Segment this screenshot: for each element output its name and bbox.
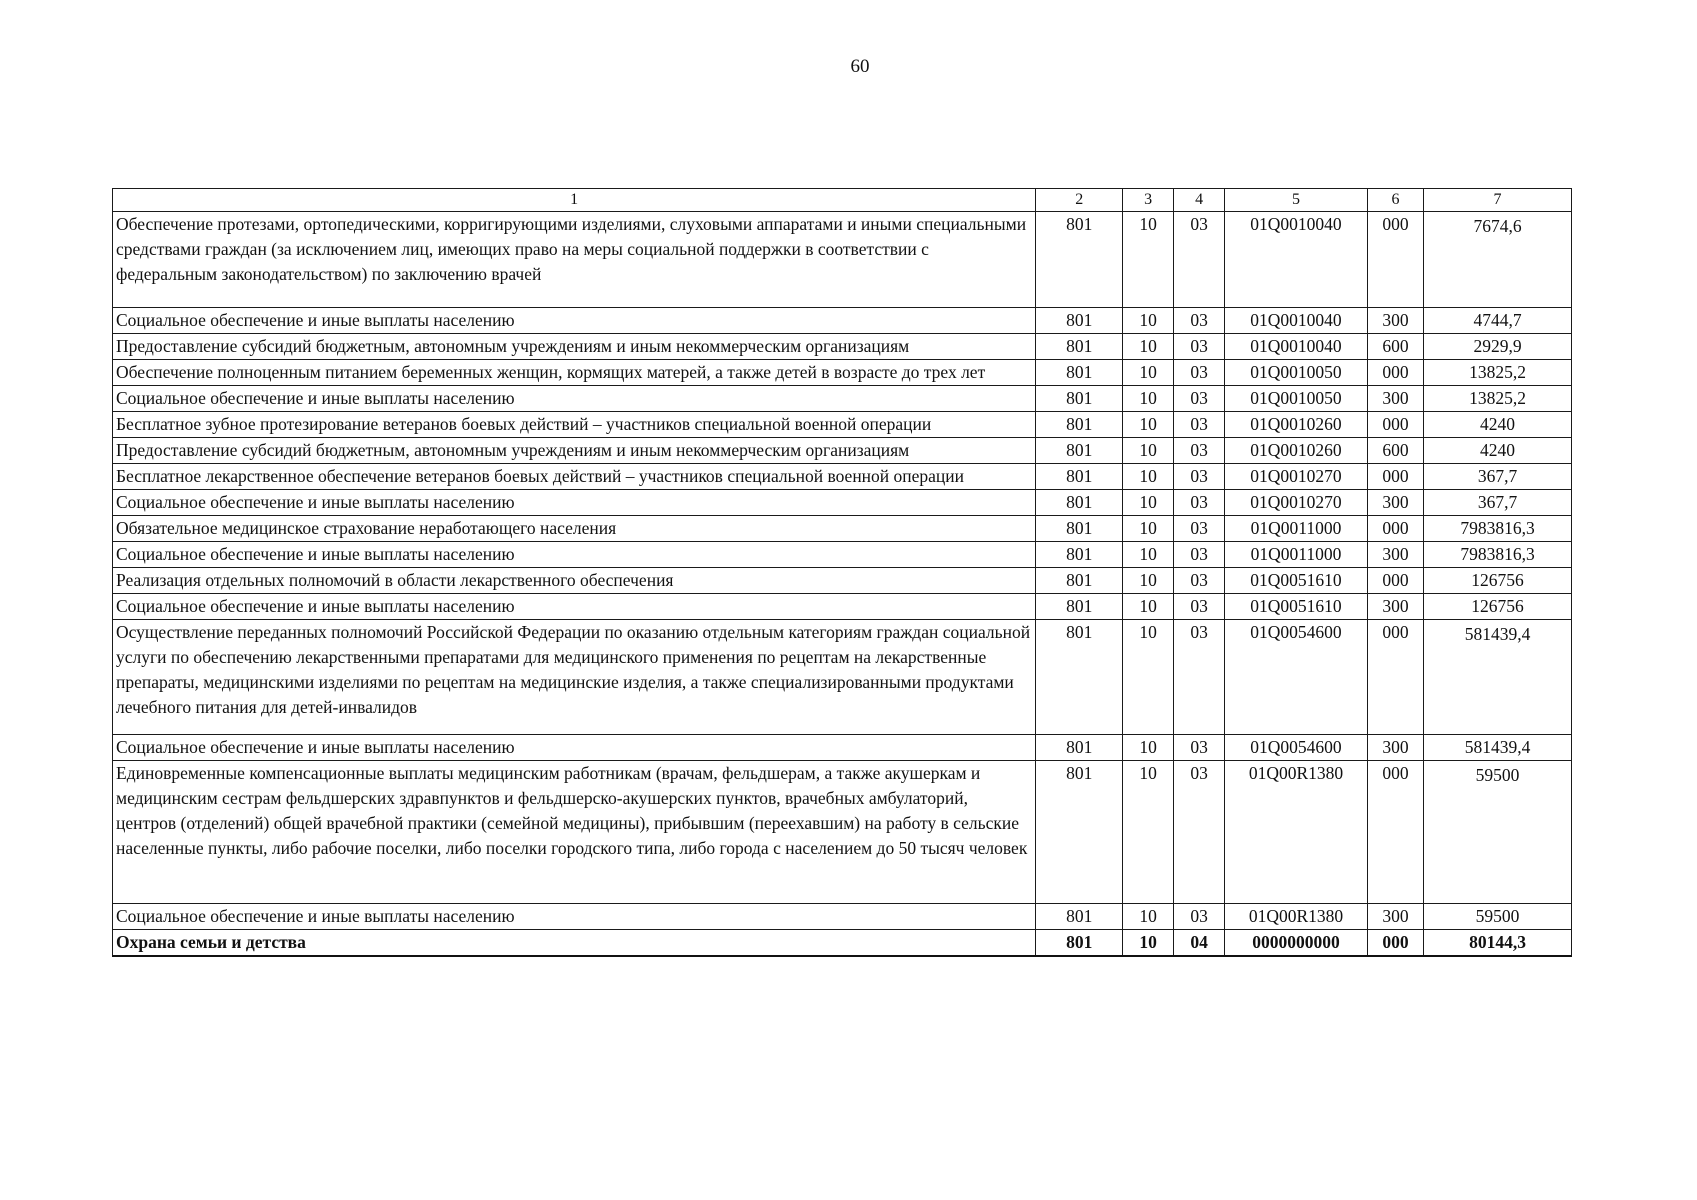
- row-name-cell: Осуществление переданных полномочий Российской Федерации по оказанию отдельным категориям граждан социальной услуги по обеспечению лекарственными препаратами для медицинского применения по рецептам на лекарственные препараты, медицинскими изделиями по рецептам на медицинские изделия, а также специализированными продуктами лечебного питания для детей-инвалидов: [113, 620, 1036, 735]
- row-name-cell: Предоставление субсидий бюджетным, автономным учреждениям и иным некоммерческим организациям: [113, 334, 1036, 360]
- row-amount-cell: 13825,2: [1424, 386, 1572, 412]
- row-target-cell: 0000000000: [1225, 930, 1368, 957]
- row-name-cell: Предоставление субсидий бюджетным, автономным учреждениям и иным некоммерческим организациям: [113, 438, 1036, 464]
- row-subsection-cell: 03: [1174, 412, 1225, 438]
- row-subsection-cell: 03: [1174, 542, 1225, 568]
- row-code-cell: 801: [1036, 360, 1123, 386]
- row-code-cell: 801: [1036, 516, 1123, 542]
- column-header: 3: [1123, 189, 1174, 212]
- table-row: [113, 735, 1572, 761]
- table-row: [113, 620, 1572, 735]
- row-subsection-cell: 03: [1174, 516, 1225, 542]
- table-row: [113, 516, 1572, 542]
- row-section-cell: 10: [1123, 412, 1174, 438]
- row-subsection-cell: 03: [1174, 735, 1225, 761]
- row-subsection-cell: 03: [1174, 212, 1225, 308]
- row-expense-type-cell: 300: [1367, 904, 1423, 930]
- row-subsection-cell: 03: [1174, 386, 1225, 412]
- row-expense-type-cell: 000: [1367, 412, 1423, 438]
- row-name-cell: Социальное обеспечение и иные выплаты населению: [113, 490, 1036, 516]
- row-name-cell: Обеспечение протезами, ортопедическими, корригирующими изделиями, слуховыми аппаратами и иными специальными средствами граждан (за исключением лиц, имеющих право на меры социальной поддержки в соответствии с федеральным законодательством) по заключению врачей: [113, 212, 1036, 308]
- row-subsection-cell: 03: [1174, 464, 1225, 490]
- row-expense-type-cell: 300: [1367, 308, 1423, 334]
- row-subsection-cell: 03: [1174, 438, 1225, 464]
- row-target-cell: 01Q0010050: [1225, 386, 1368, 412]
- row-code-cell: 801: [1036, 464, 1123, 490]
- row-amount-cell: 126756: [1424, 594, 1572, 620]
- row-target-cell: 01Q0010260: [1225, 438, 1368, 464]
- row-subsection-cell: 03: [1174, 360, 1225, 386]
- row-expense-type-cell: 000: [1367, 761, 1423, 904]
- row-subsection-cell: 03: [1174, 594, 1225, 620]
- row-amount-cell: 126756: [1424, 568, 1572, 594]
- row-subsection-cell: 03: [1174, 568, 1225, 594]
- table-row: [113, 594, 1572, 620]
- row-target-cell: 01Q0010040: [1225, 334, 1368, 360]
- table-row: [113, 360, 1572, 386]
- table-row: [113, 761, 1572, 904]
- row-code-cell: 801: [1036, 386, 1123, 412]
- row-section-cell: 10: [1123, 735, 1174, 761]
- row-amount-cell: 13825,2: [1424, 360, 1572, 386]
- row-name-cell: Обязательное медицинское страхование неработающего населения: [113, 516, 1036, 542]
- row-amount-cell: 581439,4: [1424, 735, 1572, 761]
- row-target-cell: 01Q00R1380: [1225, 761, 1368, 904]
- row-code-cell: 801: [1036, 490, 1123, 516]
- row-section-cell: 10: [1123, 360, 1174, 386]
- row-target-cell: 01Q0010270: [1225, 464, 1368, 490]
- column-header: 5: [1225, 189, 1368, 212]
- table-header-row: [113, 189, 1572, 212]
- row-target-cell: 01Q0010260: [1225, 412, 1368, 438]
- row-target-cell: 01Q0010270: [1225, 490, 1368, 516]
- row-code-cell: 801: [1036, 542, 1123, 568]
- row-name-cell: Социальное обеспечение и иные выплаты населению: [113, 904, 1036, 930]
- row-name-cell: Социальное обеспечение и иные выплаты населению: [113, 542, 1036, 568]
- row-section-cell: 10: [1123, 212, 1174, 308]
- table-row: [113, 212, 1572, 308]
- row-amount-cell: 59500: [1424, 761, 1572, 904]
- table-row: [113, 412, 1572, 438]
- table-row: [113, 930, 1572, 957]
- row-section-cell: 10: [1123, 464, 1174, 490]
- row-code-cell: 801: [1036, 212, 1123, 308]
- column-header: 7: [1424, 189, 1572, 212]
- row-code-cell: 801: [1036, 438, 1123, 464]
- row-expense-type-cell: 300: [1367, 386, 1423, 412]
- row-section-cell: 10: [1123, 930, 1174, 957]
- row-expense-type-cell: 000: [1367, 360, 1423, 386]
- row-name-cell: Социальное обеспечение и иные выплаты населению: [113, 594, 1036, 620]
- row-amount-cell: 59500: [1424, 904, 1572, 930]
- column-header: 1: [113, 189, 1036, 212]
- row-target-cell: 01Q00R1380: [1225, 904, 1368, 930]
- row-amount-cell: 4240: [1424, 438, 1572, 464]
- row-target-cell: 01Q0054600: [1225, 735, 1368, 761]
- row-name-cell: Реализация отдельных полномочий в области лекарственного обеспечения: [113, 568, 1036, 594]
- row-section-cell: 10: [1123, 761, 1174, 904]
- row-expense-type-cell: 000: [1367, 464, 1423, 490]
- row-section-cell: 10: [1123, 334, 1174, 360]
- table-row: [113, 438, 1572, 464]
- row-section-cell: 10: [1123, 568, 1174, 594]
- row-expense-type-cell: 300: [1367, 594, 1423, 620]
- row-amount-cell: 7983816,3: [1424, 516, 1572, 542]
- row-expense-type-cell: 000: [1367, 930, 1423, 957]
- table-row: [113, 464, 1572, 490]
- row-target-cell: 01Q0051610: [1225, 568, 1368, 594]
- page-number: 60: [850, 56, 870, 77]
- row-code-cell: 801: [1036, 568, 1123, 594]
- row-section-cell: 10: [1123, 516, 1174, 542]
- row-subsection-cell: 03: [1174, 490, 1225, 516]
- column-header: 4: [1174, 189, 1225, 212]
- table-row: [113, 334, 1572, 360]
- row-expense-type-cell: 000: [1367, 568, 1423, 594]
- row-target-cell: 01Q0051610: [1225, 594, 1368, 620]
- row-target-cell: 01Q0010040: [1225, 308, 1368, 334]
- table-row: [113, 542, 1572, 568]
- row-code-cell: 801: [1036, 735, 1123, 761]
- row-code-cell: 801: [1036, 904, 1123, 930]
- row-section-cell: 10: [1123, 904, 1174, 930]
- column-header: 6: [1367, 189, 1423, 212]
- row-amount-cell: 80144,3: [1424, 930, 1572, 957]
- row-name-cell: Социальное обеспечение и иные выплаты населению: [113, 308, 1036, 334]
- row-subsection-cell: 03: [1174, 904, 1225, 930]
- row-code-cell: 801: [1036, 620, 1123, 735]
- row-target-cell: 01Q0010050: [1225, 360, 1368, 386]
- row-amount-cell: 4744,7: [1424, 308, 1572, 334]
- row-expense-type-cell: 300: [1367, 735, 1423, 761]
- table-row: [113, 490, 1572, 516]
- row-section-cell: 10: [1123, 386, 1174, 412]
- table-row: [113, 568, 1572, 594]
- row-expense-type-cell: 000: [1367, 516, 1423, 542]
- row-code-cell: 801: [1036, 761, 1123, 904]
- row-name-cell: Единовременные компенсационные выплаты медицинским работникам (врачам, фельдшерам, а также акушеркам и медицинским сестрам фельдшерских здравпунктов и фельдшерско-акушерских пунктов, врачебных амбулаторий, центров (отделений) общей врачебной практики (семейной медицины), прибывшим (переехавшим) на работу в сельские населенные пункты, либо рабочие поселки, либо поселки городского типа, либо города с населением до 50 тысяч человек: [113, 761, 1036, 904]
- row-section-cell: 10: [1123, 620, 1174, 735]
- row-subsection-cell: 03: [1174, 620, 1225, 735]
- row-expense-type-cell: 000: [1367, 212, 1423, 308]
- row-amount-cell: 4240: [1424, 412, 1572, 438]
- row-code-cell: 801: [1036, 334, 1123, 360]
- row-subsection-cell: 04: [1174, 930, 1225, 957]
- table-row: [113, 308, 1572, 334]
- row-code-cell: 801: [1036, 308, 1123, 334]
- row-code-cell: 801: [1036, 412, 1123, 438]
- row-expense-type-cell: 600: [1367, 334, 1423, 360]
- row-code-cell: 801: [1036, 594, 1123, 620]
- row-expense-type-cell: 000: [1367, 620, 1423, 735]
- row-expense-type-cell: 300: [1367, 542, 1423, 568]
- row-amount-cell: 581439,4: [1424, 620, 1572, 735]
- row-section-cell: 10: [1123, 308, 1174, 334]
- row-subsection-cell: 03: [1174, 761, 1225, 904]
- row-section-cell: 10: [1123, 490, 1174, 516]
- row-target-cell: 01Q0011000: [1225, 542, 1368, 568]
- row-amount-cell: 367,7: [1424, 490, 1572, 516]
- row-amount-cell: 367,7: [1424, 464, 1572, 490]
- row-name-cell: Бесплатное зубное протезирование ветеранов боевых действий – участников специальной военной операции: [113, 412, 1036, 438]
- row-section-cell: 10: [1123, 594, 1174, 620]
- row-target-cell: 01Q0054600: [1225, 620, 1368, 735]
- column-header: 2: [1036, 189, 1123, 212]
- row-amount-cell: 2929,9: [1424, 334, 1572, 360]
- table-body: [113, 212, 1572, 957]
- row-target-cell: 01Q0011000: [1225, 516, 1368, 542]
- row-expense-type-cell: 600: [1367, 438, 1423, 464]
- table-row: [113, 904, 1572, 930]
- row-expense-type-cell: 300: [1367, 490, 1423, 516]
- row-name-cell: Охрана семьи и детства: [113, 930, 1036, 957]
- row-subsection-cell: 03: [1174, 308, 1225, 334]
- row-amount-cell: 7674,6: [1424, 212, 1572, 308]
- row-section-cell: 10: [1123, 438, 1174, 464]
- row-subsection-cell: 03: [1174, 334, 1225, 360]
- row-code-cell: 801: [1036, 930, 1123, 957]
- table-row: [113, 386, 1572, 412]
- row-name-cell: Обеспечение полноценным питанием беременных женщин, кормящих матерей, а также детей в возрасте до трех лет: [113, 360, 1036, 386]
- row-amount-cell: 7983816,3: [1424, 542, 1572, 568]
- row-section-cell: 10: [1123, 542, 1174, 568]
- row-name-cell: Социальное обеспечение и иные выплаты населению: [113, 386, 1036, 412]
- row-name-cell: Бесплатное лекарственное обеспечение ветеранов боевых действий – участников специальной военной операции: [113, 464, 1036, 490]
- row-target-cell: 01Q0010040: [1225, 212, 1368, 308]
- budget-table: [112, 188, 1572, 957]
- row-name-cell: Социальное обеспечение и иные выплаты населению: [113, 735, 1036, 761]
